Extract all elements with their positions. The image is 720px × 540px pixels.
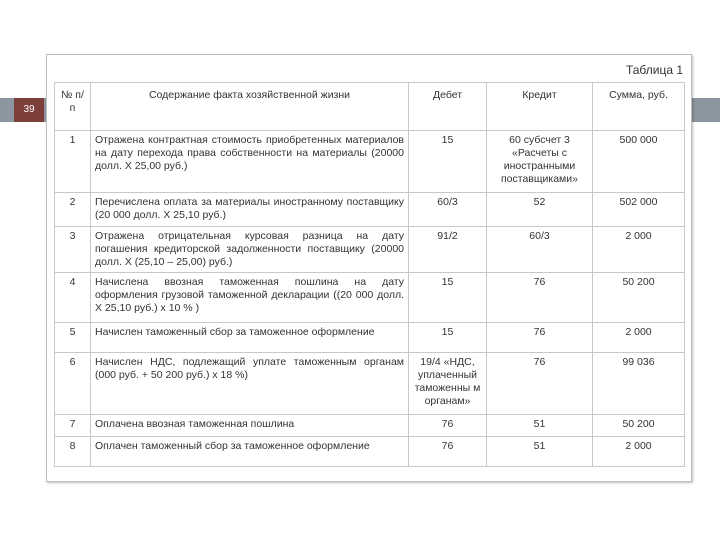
row-content: Перечислена оплата за материалы иностранному поставщику (20 000 долл. Х 25,10 руб.) <box>91 193 409 227</box>
row-content: Начислена ввозная таможенная пошлина на дату оформления грузовой таможенной декларации ((20 000 долл. Х 25,10 руб.) х 10 % ) <box>91 273 409 323</box>
row-content: Оплачен таможенный сбор за таможенное оформление <box>91 437 409 467</box>
table-row <box>55 353 685 415</box>
row-debit: 15 <box>409 323 487 353</box>
row-number: 6 <box>55 353 91 415</box>
row-content: Отражена контрактная стоимость приобретенных материалов на дату перехода права собственности на материалы (20000 долл. Х 25,00 руб.) <box>91 131 409 193</box>
row-amount: 502 000 <box>593 193 685 227</box>
row-debit: 15 <box>409 131 487 193</box>
table-row <box>55 437 685 467</box>
row-credit: 76 <box>487 323 593 353</box>
table-row <box>55 131 685 193</box>
row-amount: 2 000 <box>593 437 685 467</box>
col-header-debit: Дебет <box>409 83 487 131</box>
row-content: Начислен НДС, подлежащий уплате таможенным органам (000 руб. + 50 200 руб.) х 18 %) <box>91 353 409 415</box>
row-number: 4 <box>55 273 91 323</box>
transactions-table <box>54 82 685 467</box>
row-credit: 76 <box>487 353 593 415</box>
col-header-credit: Кредит <box>487 83 593 131</box>
row-content: Отражена отрицательная курсовая разница на дату погашения кредиторской задолженности поставщику (20000 долл. Х (25,10 – 25,00) руб.) <box>91 227 409 273</box>
row-amount: 50 200 <box>593 273 685 323</box>
row-debit: 60/3 <box>409 193 487 227</box>
row-content: Начислен таможенный сбор за таможенное оформление <box>91 323 409 353</box>
row-debit: 76 <box>409 415 487 437</box>
row-credit: 51 <box>487 415 593 437</box>
table-caption: Таблица 1 <box>625 63 683 77</box>
row-credit: 52 <box>487 193 593 227</box>
row-number: 2 <box>55 193 91 227</box>
table-row <box>55 193 685 227</box>
table-frame <box>46 54 692 482</box>
row-credit: 60 субсчет 3 «Расчеты с иностранными поставщиками» <box>487 131 593 193</box>
row-credit: 60/3 <box>487 227 593 273</box>
row-amount: 500 000 <box>593 131 685 193</box>
table-row <box>55 415 685 437</box>
row-credit: 51 <box>487 437 593 467</box>
row-amount: 50 200 <box>593 415 685 437</box>
table-row <box>55 273 685 323</box>
row-content: Оплачена ввозная таможенная пошлина <box>91 415 409 437</box>
table-header-row <box>55 83 685 131</box>
row-number: 8 <box>55 437 91 467</box>
row-number: 7 <box>55 415 91 437</box>
row-amount: 2 000 <box>593 227 685 273</box>
row-debit: 19/4 «НДС, уплаченный таможенны м органам» <box>409 353 487 415</box>
row-number: 5 <box>55 323 91 353</box>
table-row <box>55 323 685 353</box>
table-row <box>55 227 685 273</box>
row-debit: 15 <box>409 273 487 323</box>
row-number: 3 <box>55 227 91 273</box>
row-amount: 2 000 <box>593 323 685 353</box>
row-number: 1 <box>55 131 91 193</box>
col-header-number: № п/п <box>55 83 91 131</box>
row-debit: 91/2 <box>409 227 487 273</box>
row-amount: 99 036 <box>593 353 685 415</box>
row-credit: 76 <box>487 273 593 323</box>
slide-number: 39 <box>14 98 44 122</box>
col-header-amount: Сумма, руб. <box>593 83 685 131</box>
col-header-content: Содержание факта хозяйственной жизни <box>91 83 409 131</box>
row-debit: 76 <box>409 437 487 467</box>
